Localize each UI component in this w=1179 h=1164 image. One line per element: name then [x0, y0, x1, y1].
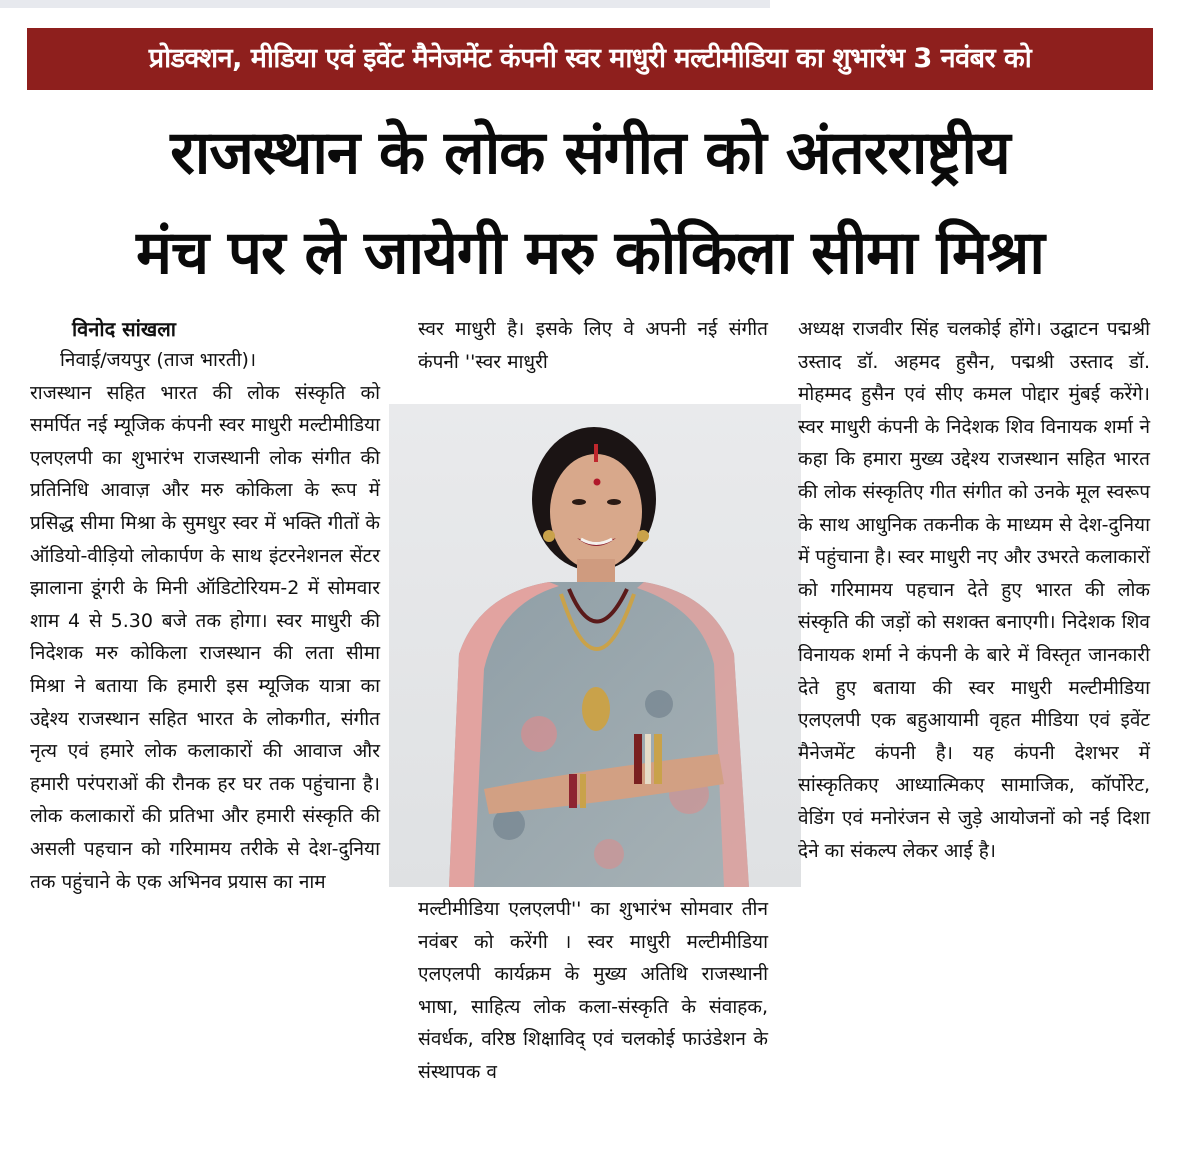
- headline-line-2: मंच पर ले जायेगी मरु कोकिला सीमा मिश्रा: [136, 218, 1044, 288]
- article-column-1-text: राजस्थान सहित भारत की लोक संस्कृति को समर्पित नई म्यूजिक कंपनी स्वर माधुरी मल्टीमीडिया एलएलपी का शुभारंभ राजस्थानी लोक संगीत की प्रतिनिधि आवाज़ और मरु कोकिला के रूप में प्रसिद्ध सीमा मिश्रा के सुमधुर स्वर में भक्ति गीतों के ऑडियो-वीड़ियो लोकार्पण के साथ इंटरनेशनल सेंटर झालाना डूंगरी के मिनी ऑडिटोरियम-2 में सोमवार शाम 4 से 5.30 बजे तक होगा। स्वर माधुरी की निदेशक मरु कोकिला राजस्थान की लता सीमा मिश्रा ने बताया कि हमारी इस म्यूजिक यात्रा का उद्देश्य राजस्थान सहित भारत के लोकगीत, संगीत नृत्य एवं हमारे लोक कलाकारों की आवाज और हमारी परंपराओं की रौनक हर घर तक पहुंचाना है। लोक कलाकारों की प्रतिभा और हमारी संस्कृति की असली पहचान को गरिमामय तरीके से देश-दुनिया तक पहुंचाने के एक अभिनव प्रयास का नाम: [30, 381, 380, 893]
- kicker-banner: प्रोडक्शन, मीडिया एवं इवेंट मैनेजमेंट कंपनी स्वर माधुरी मल्टीमीडिया का शुभारंभ 3 नवंबर को: [27, 28, 1153, 90]
- portrait-photo: [389, 404, 801, 887]
- byline: विनोद सांखला: [72, 317, 176, 341]
- headline-line-1: राजस्थान के लोक संगीत को अंतरराष्ट्रीय: [170, 118, 1010, 188]
- article-column-1: [30, 344, 380, 898]
- article-column-2-bottom: मल्टीमीडिया एलएलपी'' का शुभारंभ सोमवार तीन नवंबर को करेंगी । स्वर माधुरी मल्टीमीडिया एलएलपी कार्यक्रम के मुख्य अतिथि राजस्थानी भाषा, साहित्य लोक कला-संस्कृति के संवाहक, संवर्धक, वरिष्ठ शिक्षाविद् एवं चलकोई फाउंडेशन के संस्थापक व: [418, 898, 768, 1083]
- article-column-3: अध्यक्ष राजवीर सिंह चलकोई होंगे। उद्घाटन पद्मश्री उस्ताद डॉ. अहमद हुसैन, पद्मश्री उस्ताद डॉ. मोहम्मद हुसैन एवं सीए कमल पोद्दार मुंबई करेंगे। स्वर माधुरी कंपनी के निदेशक शिव विनायक शर्मा ने कहा कि हमारा मुख्य उद्देश्य राजस्थान सहित भारत की लोक संस्कृतिए गीत संगीत को उनके मूल स्वरूप के साथ आधुनिक तकनीक के माध्यम से देश-दुनिया में पहुंचाना है। स्वर माधुरी नए और उभरते कलाकारों को गरिमामय पहचान देते हुए भारत की लोक संस्कृति की जड़ों को सशक्त बनाएगी। निदेशक शिव विनायक शर्मा ने कंपनी के बारे में विस्तृत जानकारी देते हुए बताया की स्वर माधुरी मल्टीमीडिया एलएलपी एक बहुआयामी वृहत मीडिया एवं इवेंट मैनेजमेंट कंपनी है। यह कंपनी देशभर में सांस्कृतिकए आध्यात्मिकए सामाजिक, कॉर्पोरेट, वेडिंग एवं मनोरंजन से जुड़े आयोजनों को नई दिशा देने का संकल्प लेकर आई है।: [798, 318, 1150, 862]
- article-column-2-top: स्वर माधुरी है। इसके लिए वे अपनी नई संगीत कंपनी ''स्वर माधुरी: [418, 318, 768, 373]
- portrait-illustration: [389, 404, 801, 887]
- dateline: निवाई/जयपुर (ताज भारती)।: [60, 349, 257, 371]
- clipped-previous-article-strip: [0, 0, 770, 8]
